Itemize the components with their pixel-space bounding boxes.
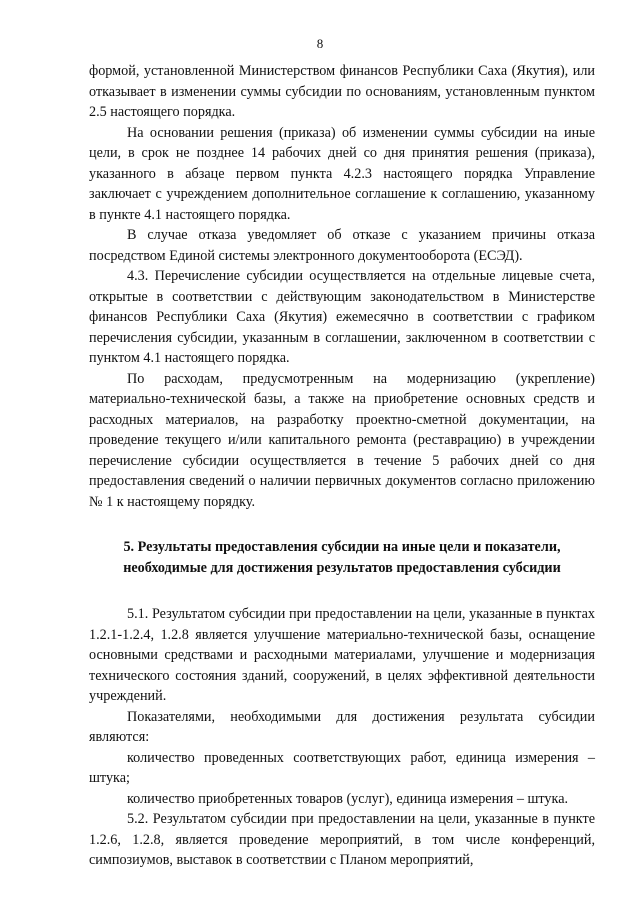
paragraph: количество приобретенных товаров (услуг), единица измерения – штука. [127, 790, 569, 807]
paragraph: На основании решения (приказа) об изменении суммы субсидии на иные цели, в срок не позднее 14 рабочих дней со дня принятия решения (приказа), указанного в абзаце первом пункта 4.2.3 настоящего порядка Управление заключает с учреждением дополнительное соглашение к соглашению, указанному в пункте 4.1 настоящего порядка. [89, 124, 595, 223]
section-heading-line: 5. Результаты предоставления субсидии на иные цели и показатели, [123, 539, 561, 555]
paragraph: 5.2. Результатом субсидии при предоставлении на цели, указанные в пункте 1.2.6, 1.2.8, является проведение мероприятий, в том числе конференций, симпозиумов, выставок в соответствии с Планом мероприятий, [89, 811, 595, 868]
paragraph: 4.3. Перечисление субсидии осуществляется на отдельные лицевые счета, открытые в соответствии с действующим законодательством в Министерстве финансов Республики Саха (Якутия) ежемесячно в соответствии с графиком перечисления субсидии, указанным в соглашении, заключенном в соответствии с пунктом 4.1 настоящего порядка. [89, 268, 595, 366]
section-heading [89, 537, 595, 579]
paragraph: формой, установленной Министерством финансов Республики Саха (Якутия), или отказывает в изменении суммы субсидии по основаниям, установленным пунктом 2.5 настоящего порядка. [89, 63, 595, 120]
paragraph: В случае отказа уведомляет об отказе с указанием причины отказа посредством Единой системы электронного документооборота (ЕСЭД). [89, 227, 595, 264]
page-number: 8 [316, 36, 324, 51]
paragraph: По расходам, предусмотренным на модернизацию (укрепление) материально-технической базы, а также на приобретение основных средств и расходных материалов, на разработку проектно-сметной документации, на проведение текущего и/или капитального ремонта (реставрацию) в учреждении перечисление субсидии осуществляется в течение 5 рабочих дней со дня предоставления сведений о наличии первичных документов согласно приложению № 1 к настоящему порядку. [89, 370, 595, 510]
document-body [89, 61, 595, 871]
paragraph: количество проведенных соответствующих работ, единица измерения – штука; [89, 749, 595, 786]
paragraph: Показателями, необходимыми для достижения результата субсидии являются: [89, 708, 595, 745]
section-heading-line: необходимые для достижения результатов предоставления субсидии [123, 560, 561, 576]
paragraph: 5.1. Результатом субсидии при предоставлении на цели, указанные в пунктах 1.2.1-1.2.4, 1.2.8 является улучшение материально-технической базы, оснащение основными средствами и расходными материалами, улучшение и модернизация технического состояния зданий, сооружений, в целях эффективной деятельности учреждений. [89, 606, 595, 704]
